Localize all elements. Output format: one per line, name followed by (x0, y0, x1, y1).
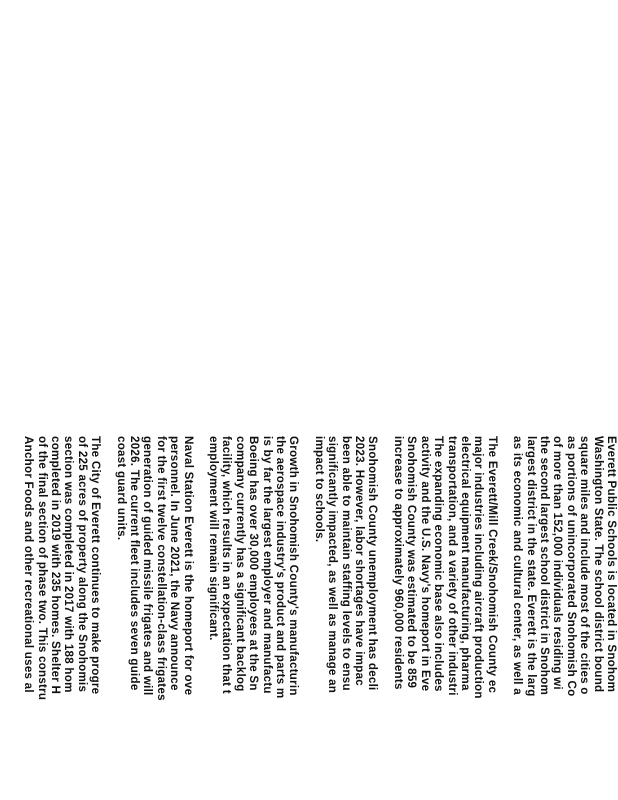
text-line: the aerospace industry's product and parts m (274, 436, 288, 699)
text-line: of more than 152,000 individuals residing wi (551, 436, 565, 690)
text-line: as its economic and cultural center, as well a (511, 436, 525, 695)
paragraph-manufacturing (207, 436, 301, 800)
text-line: impact to schools. (312, 436, 326, 543)
text-line: significantly impacted, as well as manage an (326, 436, 340, 694)
text-line: Growth in Snohomish County's manufacturin (287, 436, 301, 696)
text-line: The City of Everett continues to make progre (89, 436, 103, 695)
text-line: increase to approximately 960,000 residents (391, 436, 405, 690)
document-text-block (10, 436, 618, 800)
text-line: for the first twelve constellation-class frigates (154, 436, 168, 701)
paragraph-economy (392, 436, 499, 800)
paragraph-naval-station (114, 436, 194, 800)
text-line: personnel. In June 2021, the Navy announce (168, 436, 182, 691)
text-line: Snohomish County unemployment has decli (366, 436, 380, 691)
paragraph-unemployment (312, 436, 379, 800)
text-line: Washington State. The school district bound (591, 436, 605, 693)
text-line: activity and the U.S. Navy's homeport in Eve (418, 436, 432, 692)
text-line: The Everett/Mill Creek/Snohomish County ec (485, 436, 499, 694)
text-line: Boeing has over 30,000 employees at the Sn (247, 436, 261, 691)
text-line: Naval Station Everett is the homeport for ove (181, 436, 195, 696)
text-line: generation of guided missile frigates and will (141, 436, 155, 696)
text-line: largest district in the state. Everett is the larg (524, 436, 538, 697)
text-line: of 225 acres of property along the Snohomis (75, 436, 89, 693)
text-line: 2023. However, labor shortages have impac (353, 436, 367, 686)
text-line: The expanding economic base also includes (432, 436, 446, 692)
text-line: major industries including aircraft production (472, 436, 486, 699)
text-line: 2026. The current fleet includes seven guide (128, 436, 141, 691)
text-line: transportation, and a variety of other industri (445, 436, 459, 696)
text-line: coast guard units. (114, 436, 128, 541)
text-line: facility, which results in an expectation that t (220, 436, 234, 694)
text-line: company currently has a significant backlog (233, 436, 247, 692)
text-line: Anchor Foods and other recreational uses al (22, 436, 36, 693)
text-line: the second largest school district in Snohom (537, 436, 551, 696)
text-line: square miles and include most of the cities o (578, 436, 592, 695)
paragraph-city-progress (22, 436, 102, 800)
text-line: is by far the largest employer and manufactu (260, 436, 274, 694)
paragraph-district-overview (511, 436, 618, 800)
text-line: Snohomish County was estimated to be 859 (405, 436, 419, 689)
text-line: electrical equipment manufacturing, pharma (458, 436, 472, 691)
text-line: completed in 2019 with 235 homes. Shelter H (48, 436, 62, 695)
text-line: employment will remain significant. (207, 436, 221, 641)
text-line: been able to maintain staffing levels to ensu (339, 436, 353, 691)
text-line: section was completed in 2017 with 188 hom (62, 436, 76, 693)
text-line: as portions of unincorporated Snohomish Co (564, 436, 578, 697)
text-line: of the final section of phase two. This constru (35, 436, 49, 701)
text-line: Everett Public Schools is located in Snohom (605, 436, 618, 693)
